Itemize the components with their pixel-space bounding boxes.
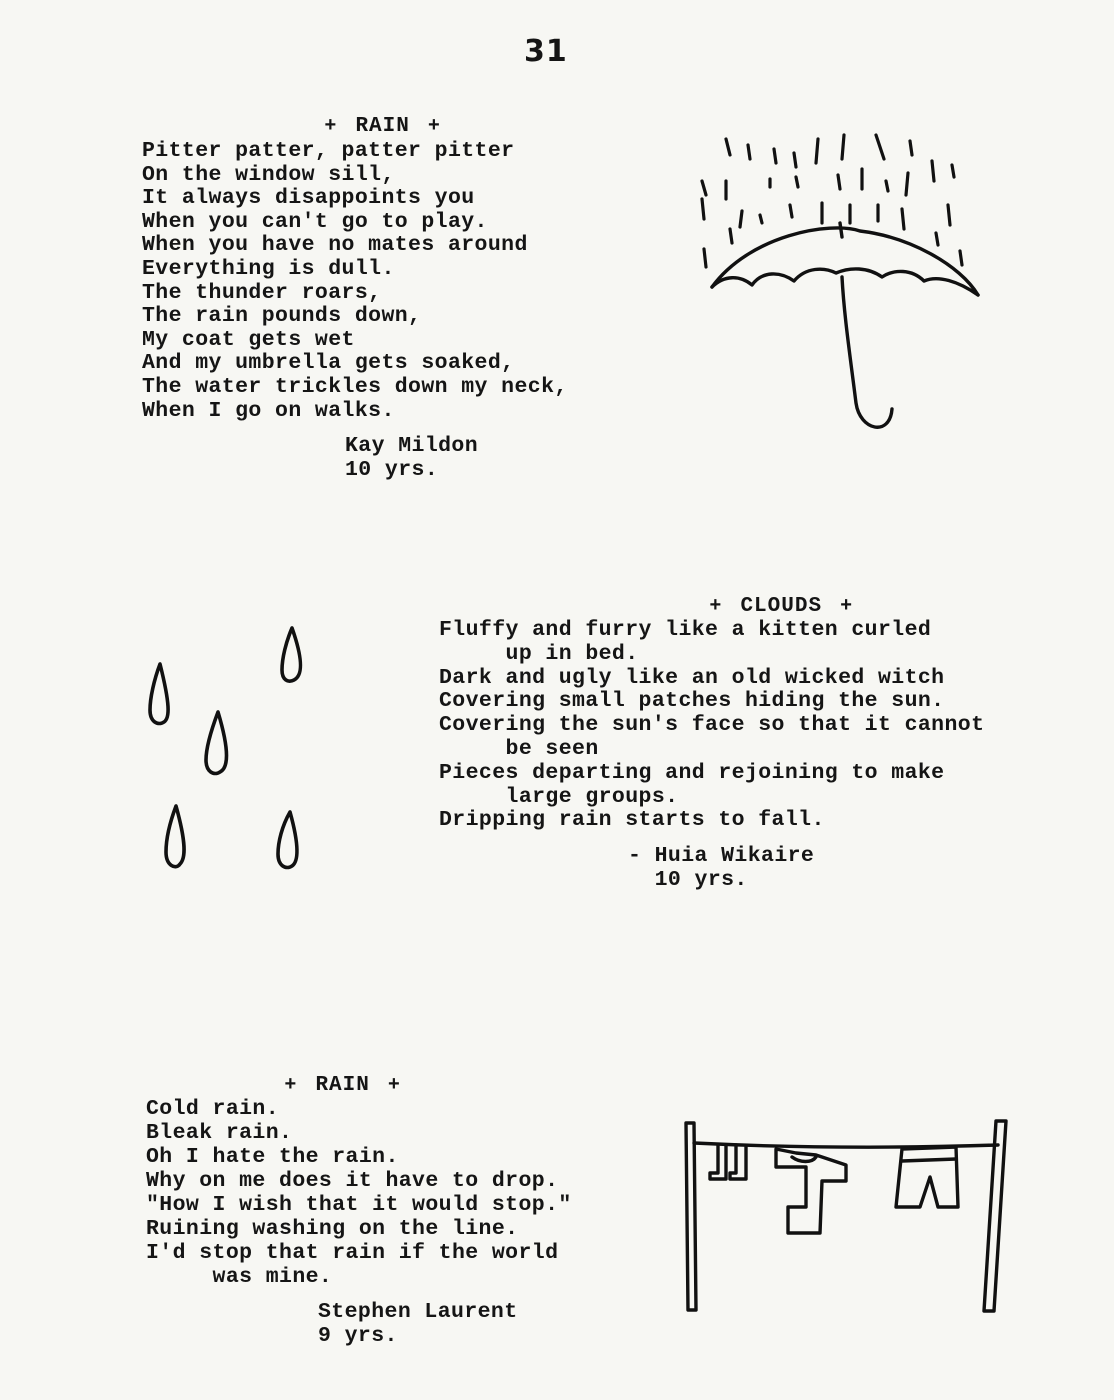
poem-byline [318,1300,518,1348]
washing-line-icon [676,1115,1016,1320]
poem-line: Covering the sun's face so that it cannot [439,713,985,738]
poem-line: When you can't go to play. [142,209,488,234]
poem-line: I'd stop that rain if the world [146,1241,559,1265]
poem-title-text: CLOUDS [740,595,823,618]
page-number: 31 [524,34,568,69]
poem-line: Bleak rain. [146,1121,293,1145]
poem-line: Ruining washing on the line. [146,1217,519,1241]
poem-line: It always disappoints you [142,186,475,211]
poem-line: large groups. [439,784,679,809]
author-age: 9 yrs. [318,1324,398,1348]
poem-line: When you have no mates around [142,233,528,258]
cross-ornament: + [709,595,723,618]
poem-line: Oh I hate the rain. [146,1145,399,1169]
poem-line: up in bed. [439,641,639,666]
poem-line: "How I wish that it would stop." [146,1193,572,1217]
poem-line: And my umbrella gets soaked, [142,351,515,376]
raindrops-icon [140,620,320,880]
poem-line: Pieces departing and rejoining to make [439,760,945,785]
author-name: Stephen Laurent [318,1300,518,1324]
poem-line: Covering small patches hiding the sun. [439,689,945,714]
poem-line: Why on me does it have to drop. [146,1169,559,1193]
poem-title-text: RAIN [315,1074,370,1097]
poem-line: The water trickles down my neck, [142,374,568,399]
poem-lines [142,140,568,423]
poem-lines [439,619,984,833]
author-name: - Huia Wikaire [628,844,815,868]
cross-ornament: + [387,1074,401,1097]
poem-byline [345,434,478,482]
cross-ornament: + [840,595,854,618]
poem-line: The rain pounds down, [142,304,422,329]
cross-ornament: + [427,115,441,138]
poem-line: Dark and ugly like an old wicked witch [439,665,945,690]
poem-line: Cold rain. [146,1097,280,1121]
poem-line: On the window sill, [142,162,395,187]
poem-line: The thunder roars, [142,280,382,305]
poem-line: Dripping rain starts to fall. [439,808,825,833]
poem-line: was mine. [146,1265,333,1289]
poem-line: When I go on walks. [142,398,395,423]
cross-ornament: + [324,115,338,138]
poem-line: be seen [439,736,599,761]
poem-line: Everything is dull. [142,256,395,281]
poem-lines [146,1097,572,1289]
poem-title-text: RAIN [355,115,410,138]
author-age: 10 yrs. [628,868,748,892]
cross-ornament: + [284,1074,298,1097]
poem-line: Fluffy and furry like a kitten curled [439,618,932,642]
umbrella-in-rain-icon [690,125,990,445]
poem-byline [628,844,814,892]
author-name: Kay Mildon [345,434,479,458]
poem-line: My coat gets wet [142,327,355,352]
poem-line: Pitter patter, patter pitter [142,139,515,163]
author-age: 10 yrs. [345,458,439,482]
